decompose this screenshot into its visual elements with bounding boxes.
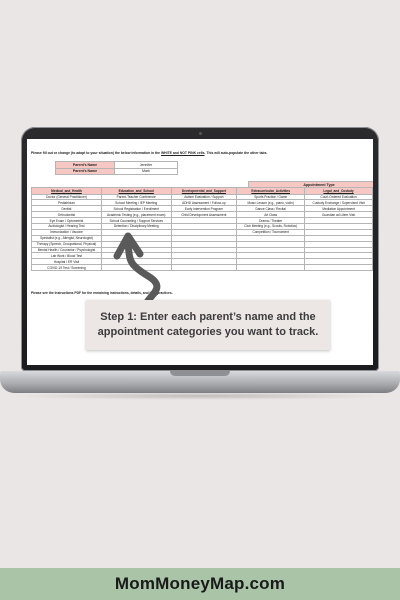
- table-cell[interactable]: Music Lesson (e.g., piano, violin): [237, 200, 305, 206]
- column-header: Legal_and_Custody: [305, 188, 373, 195]
- brand-footer: [0, 568, 400, 600]
- table-cell[interactable]: Guardian ad Litem Visit: [305, 212, 373, 218]
- table-cell[interactable]: Early Intervention Program: [171, 206, 237, 212]
- table-cell[interactable]: Sports Practice / Game: [237, 194, 305, 200]
- table-cell[interactable]: Therapy (Speech, Occupational, Physical): [32, 241, 102, 247]
- parent-name-label: Parent's Name: [56, 168, 115, 175]
- table-cell[interactable]: COVID-19 Test / Screening: [32, 265, 102, 271]
- table-cell[interactable]: Audiologist / Hearing Test: [32, 223, 102, 229]
- table-cell[interactable]: Dentist: [32, 206, 102, 212]
- parent-name-cell[interactable]: Mark: [115, 168, 178, 175]
- instructions-highlight: WHITE and NOT PINK cells: [160, 151, 205, 155]
- table-cell[interactable]: Dance Class / Recital: [237, 206, 305, 212]
- table-cell[interactable]: Orthodontist: [32, 212, 102, 218]
- table-cell[interactable]: Doctor (General Practitioner): [32, 194, 102, 200]
- table-cell[interactable]: School Counseling / Support Services: [101, 218, 171, 224]
- table-cell[interactable]: Art Class: [237, 212, 305, 218]
- column-header: Developmental_and_Support: [171, 188, 237, 195]
- table-cell[interactable]: Specialist (e.g., Allergist, Neurologist): [32, 235, 102, 241]
- table-cell[interactable]: Academic Testing (e.g., placement exam): [101, 212, 171, 218]
- table-cell[interactable]: Pediatrician: [32, 200, 102, 206]
- table-cell[interactable]: Child Development Assessment: [171, 212, 237, 218]
- table-cell[interactable]: Competition / Tournament: [237, 229, 305, 235]
- parent-name-label: Parent's Name: [56, 162, 115, 169]
- step-callout-text: Step 1: Enter each parent’s name and the appointment categories you want to track.: [97, 311, 319, 338]
- table-cell[interactable]: Immunization / Vaccine: [32, 229, 102, 235]
- column-header: Extracurricular_Activities: [237, 188, 305, 195]
- brand-name: MomMoneyMap.com: [114, 574, 286, 593]
- parent-name-cell[interactable]: Jennifer: [115, 162, 178, 169]
- instructions-post: . This will auto-populate the other tabs.: [204, 151, 268, 155]
- column-header: Education_and_School: [101, 188, 171, 195]
- table-cell[interactable]: School Registration / Enrollment: [101, 206, 171, 212]
- table-cell[interactable]: Autism Evaluation / Support: [171, 194, 237, 200]
- table-cell[interactable]: Custody Exchange / Supervised Visit: [305, 200, 373, 206]
- table-cell[interactable]: Hospital / ER Visit: [32, 259, 102, 265]
- table-cell[interactable]: School Meeting / IEP Meeting: [101, 200, 171, 206]
- table-cell[interactable]: Mediation Appointment: [305, 206, 373, 212]
- table-cell[interactable]: ADHD Assessment / Follow-up: [171, 200, 237, 206]
- instructions-footnote: Please see the Instructions PDF for the remaining instructions, details, and best practices.: [31, 291, 173, 295]
- table-cell[interactable]: Drama / Theater: [237, 218, 305, 224]
- column-header: Medical_and_Health: [32, 188, 102, 195]
- table-cell[interactable]: Eye Exam / Optometrist: [32, 218, 102, 224]
- table-cell[interactable]: Court-Ordered Evaluation: [305, 194, 373, 200]
- instructions-pre: Please fill out or change (to adapt to your situation) the below information in the: [31, 151, 161, 155]
- table-cell[interactable]: Lab Work / Blood Test: [32, 253, 102, 259]
- appointment-type-header: Appointment Type: [248, 181, 373, 189]
- table-cell[interactable]: Detention / Disciplinary Meeting: [101, 223, 171, 229]
- table-cell[interactable]: Parent-Teacher Conference: [101, 194, 171, 200]
- step-callout: [86, 300, 330, 350]
- table-cell[interactable]: Mental Health / Counselor / Psychologist: [32, 247, 102, 253]
- table-cell[interactable]: Club Meeting (e.g., Scouts, Robotics): [237, 223, 305, 229]
